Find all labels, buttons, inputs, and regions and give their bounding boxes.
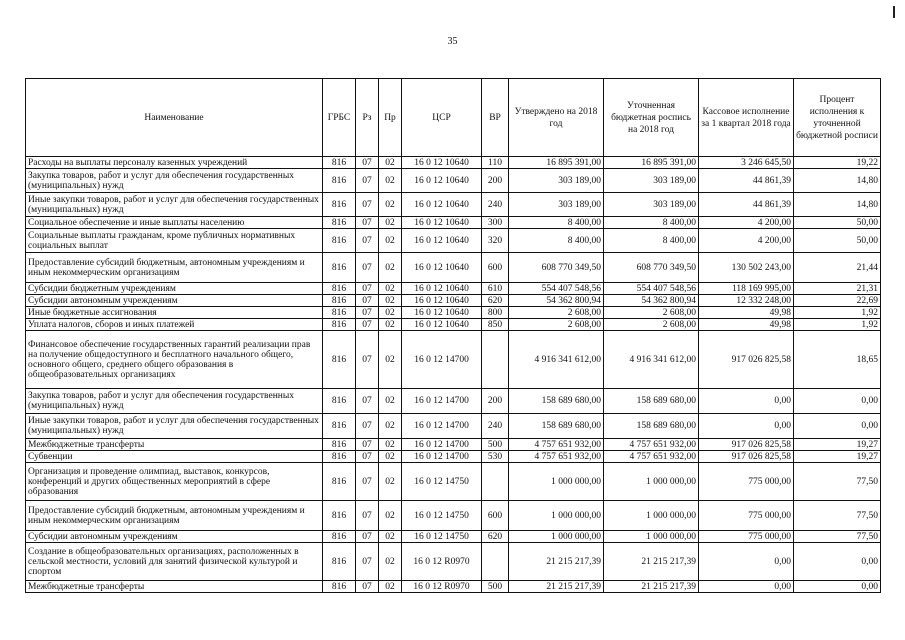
cell-refined: 8 400,00: [604, 217, 699, 229]
cell-grbs: 816: [323, 531, 356, 543]
cell-name: Социальные выплаты гражданам, кроме публичных нормативных социальных выплат: [26, 229, 323, 253]
cell-cash: 4 200,00: [699, 229, 794, 253]
cell-approved: 554 407 548,56: [509, 283, 604, 295]
cell-name: Уплата налогов, сборов и иных платежей: [26, 319, 323, 331]
cell-percent: 21,44: [794, 253, 881, 283]
cell-rz: 07: [356, 157, 379, 169]
cell-name: Финансовое обеспечение государственных гарантий реализации прав на получение общедоступного и бесплатного начального общего, основного общего, среднего общего образования в общеобразовательных организациях: [26, 331, 323, 389]
cell-rz: 07: [356, 217, 379, 229]
cell-name: Организация и проведение олимпиад, выставок, конкурсов, конференций и других общественных мероприятий в сфере образования: [26, 463, 323, 501]
cell-vr: 800: [482, 307, 509, 319]
cell-vr: 600: [482, 253, 509, 283]
cell-csr: 16 0 12 10640: [402, 307, 482, 319]
cell-name: Субвенции: [26, 451, 323, 463]
cell-cash: 3 246 645,50: [699, 157, 794, 169]
cell-name: Иные бюджетные ассигнования: [26, 307, 323, 319]
cell-grbs: 816: [323, 253, 356, 283]
cell-refined: 608 770 349,50: [604, 253, 699, 283]
cell-grbs: 816: [323, 451, 356, 463]
cell-pr: 02: [379, 283, 402, 295]
cell-approved: 8 400,00: [509, 229, 604, 253]
cell-name: Создание в общеобразовательных организациях, расположенных в сельской местности, условий для занятий физической культурой и спортом: [26, 543, 323, 581]
cell-refined: 554 407 548,56: [604, 283, 699, 295]
header-percent: Процент исполнения к уточненной бюджетной росписи: [794, 79, 881, 157]
cell-vr: 320: [482, 229, 509, 253]
cell-pr: 02: [379, 501, 402, 531]
cell-percent: 21,31: [794, 283, 881, 295]
cell-approved: 4 916 341 612,00: [509, 331, 604, 389]
cell-csr: 16 0 12 14700: [402, 331, 482, 389]
cell-cash: 775 000,00: [699, 501, 794, 531]
cell-percent: 14,80: [794, 169, 881, 193]
cell-percent: 1,92: [794, 307, 881, 319]
cell-pr: 02: [379, 319, 402, 331]
header-rz: Рз: [356, 79, 379, 157]
cell-pr: 02: [379, 543, 402, 581]
cell-vr: 500: [482, 581, 509, 593]
cell-grbs: 816: [323, 501, 356, 531]
cell-percent: 19,27: [794, 439, 881, 451]
cell-csr: 16 0 12 14750: [402, 501, 482, 531]
cell-percent: 1,92: [794, 319, 881, 331]
cell-grbs: 816: [323, 543, 356, 581]
header-pr: Пр: [379, 79, 402, 157]
cell-name: Субсидии бюджетным учреждениям: [26, 283, 323, 295]
cell-cash: 0,00: [699, 543, 794, 581]
cell-cash: 917 026 825,58: [699, 451, 794, 463]
cell-cash: 12 332 248,00: [699, 295, 794, 307]
table-row: [26, 295, 881, 307]
table-row: [26, 217, 881, 229]
cell-vr: 850: [482, 319, 509, 331]
cell-name: Иные закупки товаров, работ и услуг для обеспечения государственных (муниципальных) нужд: [26, 193, 323, 217]
header-cash: Кассовое исполнение за 1 квартал 2018 года: [699, 79, 794, 157]
cell-grbs: 816: [323, 283, 356, 295]
cell-grbs: 816: [323, 439, 356, 451]
cell-grbs: 816: [323, 319, 356, 331]
table-row: [26, 531, 881, 543]
cell-cash: 0,00: [699, 414, 794, 439]
table-row: [26, 157, 881, 169]
table-row: [26, 414, 881, 439]
cell-rz: 07: [356, 319, 379, 331]
cell-approved: 1 000 000,00: [509, 501, 604, 531]
cell-cash: 775 000,00: [699, 463, 794, 501]
cell-rz: 07: [356, 295, 379, 307]
cell-vr: 110: [482, 157, 509, 169]
table-row: [26, 319, 881, 331]
cell-vr: [482, 543, 509, 581]
cell-approved: 21 215 217,39: [509, 581, 604, 593]
cell-refined: 158 689 680,00: [604, 414, 699, 439]
cell-vr: [482, 463, 509, 501]
cell-refined: 2 608,00: [604, 319, 699, 331]
cell-pr: 02: [379, 389, 402, 414]
cell-vr: 610: [482, 283, 509, 295]
cell-csr: 16 0 12 14750: [402, 463, 482, 501]
cell-vr: 240: [482, 414, 509, 439]
cell-cash: 44 861,39: [699, 169, 794, 193]
cell-percent: 0,00: [794, 414, 881, 439]
cell-approved: 54 362 800,94: [509, 295, 604, 307]
header-refined: Уточненная бюджетная роспись на 2018 год: [604, 79, 699, 157]
cell-vr: [482, 331, 509, 389]
budget-execution-table: [25, 78, 881, 593]
cell-pr: 02: [379, 439, 402, 451]
cell-csr: 16 0 12 14700: [402, 439, 482, 451]
cell-pr: 02: [379, 217, 402, 229]
cell-vr: 620: [482, 295, 509, 307]
cell-grbs: 816: [323, 157, 356, 169]
cell-cash: 775 000,00: [699, 531, 794, 543]
table-row: [26, 307, 881, 319]
cell-name: Социальное обеспечение и иные выплаты населению: [26, 217, 323, 229]
table-row: [26, 389, 881, 414]
table-row: [26, 543, 881, 581]
cell-name: Субсидии автономным учреждениям: [26, 295, 323, 307]
cell-approved: 1 000 000,00: [509, 531, 604, 543]
cell-csr: 16 0 12 10640: [402, 193, 482, 217]
cell-approved: 1 000 000,00: [509, 463, 604, 501]
cell-rz: 07: [356, 283, 379, 295]
cell-rz: 07: [356, 543, 379, 581]
cell-rz: 07: [356, 169, 379, 193]
table-row: [26, 439, 881, 451]
table-body: [26, 157, 881, 593]
cell-vr: 300: [482, 217, 509, 229]
cell-approved: 608 770 349,50: [509, 253, 604, 283]
cell-vr: 620: [482, 531, 509, 543]
cell-rz: 07: [356, 389, 379, 414]
cell-name: Предоставление субсидий бюджетным, автономным учреждениям и иным некоммерческим организациям: [26, 501, 323, 531]
cell-pr: 02: [379, 531, 402, 543]
cell-grbs: 816: [323, 414, 356, 439]
header-vr: ВР: [482, 79, 509, 157]
table-row: [26, 331, 881, 389]
cell-pr: 02: [379, 307, 402, 319]
cell-approved: 158 689 680,00: [509, 389, 604, 414]
cell-grbs: 816: [323, 463, 356, 501]
cell-csr: 16 0 12 10640: [402, 157, 482, 169]
cell-percent: 77,50: [794, 531, 881, 543]
cell-percent: 77,50: [794, 463, 881, 501]
cell-percent: 19,22: [794, 157, 881, 169]
cell-csr: 16 0 12 10640: [402, 283, 482, 295]
cell-cash: 4 200,00: [699, 217, 794, 229]
cell-grbs: 816: [323, 307, 356, 319]
cell-name: Предоставление субсидий бюджетным, автономным учреждениям и иным некоммерческим организациям: [26, 253, 323, 283]
cell-rz: 07: [356, 229, 379, 253]
cell-refined: 16 895 391,00: [604, 157, 699, 169]
header-grbs: ГРБС: [323, 79, 356, 157]
cell-pr: 02: [379, 169, 402, 193]
cell-pr: 02: [379, 253, 402, 283]
cell-refined: 4 916 341 612,00: [604, 331, 699, 389]
cell-csr: 16 0 12 10640: [402, 319, 482, 331]
cell-csr: 16 0 12 14750: [402, 531, 482, 543]
cell-approved: 4 757 651 932,00: [509, 451, 604, 463]
cell-grbs: 816: [323, 581, 356, 593]
cell-approved: 158 689 680,00: [509, 414, 604, 439]
cell-grbs: 816: [323, 193, 356, 217]
cell-cash: 917 026 825,58: [699, 331, 794, 389]
cell-vr: 500: [482, 439, 509, 451]
header-name: Наименование: [26, 79, 323, 157]
cell-vr: 200: [482, 169, 509, 193]
cell-csr: 16 0 12 10640: [402, 169, 482, 193]
cell-pr: 02: [379, 157, 402, 169]
cell-vr: 240: [482, 193, 509, 217]
cell-grbs: 816: [323, 217, 356, 229]
cell-cash: 49,98: [699, 319, 794, 331]
cell-cash: 0,00: [699, 389, 794, 414]
cell-percent: 0,00: [794, 581, 881, 593]
cell-cash: 118 169 995,00: [699, 283, 794, 295]
cell-csr: 16 0 12 10640: [402, 253, 482, 283]
cell-cash: 0,00: [699, 581, 794, 593]
table-row: [26, 501, 881, 531]
header-approved: Утверждено на 2018 год: [509, 79, 604, 157]
cell-csr: 16 0 12 10640: [402, 295, 482, 307]
cell-refined: 303 189,00: [604, 193, 699, 217]
cell-vr: 200: [482, 389, 509, 414]
cell-csr: 16 0 12 R0970: [402, 543, 482, 581]
cell-rz: 07: [356, 331, 379, 389]
cell-refined: 4 757 651 932,00: [604, 439, 699, 451]
cell-percent: 18,65: [794, 331, 881, 389]
table-row: [26, 283, 881, 295]
cell-refined: 303 189,00: [604, 169, 699, 193]
cell-csr: 16 0 12 10640: [402, 229, 482, 253]
cell-approved: 303 189,00: [509, 193, 604, 217]
cell-csr: 16 0 12 14700: [402, 389, 482, 414]
table-row: [26, 451, 881, 463]
cell-approved: 303 189,00: [509, 169, 604, 193]
cell-refined: 1 000 000,00: [604, 531, 699, 543]
table-row: [26, 229, 881, 253]
cell-csr: 16 0 12 14700: [402, 414, 482, 439]
cell-cash: 49,98: [699, 307, 794, 319]
cell-cash: 44 861,39: [699, 193, 794, 217]
cell-rz: 07: [356, 414, 379, 439]
cell-pr: 02: [379, 295, 402, 307]
cell-pr: 02: [379, 331, 402, 389]
cell-percent: 0,00: [794, 389, 881, 414]
cell-rz: 07: [356, 253, 379, 283]
cell-name: Иные закупки товаров, работ и услуг для обеспечения государственных (муниципальных) нужд: [26, 414, 323, 439]
cell-percent: 50,00: [794, 229, 881, 253]
table-row: [26, 581, 881, 593]
cell-name: Субсидии автономным учреждениям: [26, 531, 323, 543]
cell-vr: 600: [482, 501, 509, 531]
cell-approved: 16 895 391,00: [509, 157, 604, 169]
cell-approved: 2 608,00: [509, 307, 604, 319]
cell-refined: 1 000 000,00: [604, 501, 699, 531]
cell-rz: 07: [356, 531, 379, 543]
cell-grbs: 816: [323, 229, 356, 253]
cell-percent: 0,00: [794, 543, 881, 581]
page-number: 35: [447, 36, 458, 47]
table-row: [26, 193, 881, 217]
cell-approved: 2 608,00: [509, 319, 604, 331]
cell-approved: 21 215 217,39: [509, 543, 604, 581]
cell-name: Закупка товаров, работ и услуг для обеспечения государственных (муниципальных) нужд: [26, 389, 323, 414]
table-header-row: [26, 79, 881, 157]
table-row: [26, 463, 881, 501]
cell-cash: 917 026 825,58: [699, 439, 794, 451]
cell-refined: 54 362 800,94: [604, 295, 699, 307]
cell-cash: 130 502 243,00: [699, 253, 794, 283]
scan-edge-mark: [893, 6, 895, 18]
cell-pr: 02: [379, 581, 402, 593]
cell-refined: 158 689 680,00: [604, 389, 699, 414]
cell-refined: 2 608,00: [604, 307, 699, 319]
table-row: [26, 169, 881, 193]
cell-grbs: 816: [323, 169, 356, 193]
cell-percent: 50,00: [794, 217, 881, 229]
cell-vr: 530: [482, 451, 509, 463]
cell-refined: 21 215 217,39: [604, 543, 699, 581]
cell-pr: 02: [379, 414, 402, 439]
cell-rz: 07: [356, 501, 379, 531]
cell-rz: 07: [356, 439, 379, 451]
cell-grbs: 816: [323, 331, 356, 389]
cell-refined: 8 400,00: [604, 229, 699, 253]
cell-name: Расходы на выплаты персоналу казенных учреждений: [26, 157, 323, 169]
cell-percent: 22,69: [794, 295, 881, 307]
header-csr: ЦСР: [402, 79, 482, 157]
cell-refined: 1 000 000,00: [604, 463, 699, 501]
cell-name: Межбюджетные трансферты: [26, 439, 323, 451]
cell-pr: 02: [379, 229, 402, 253]
cell-csr: 16 0 12 14700: [402, 451, 482, 463]
cell-rz: 07: [356, 307, 379, 319]
cell-refined: 21 215 217,39: [604, 581, 699, 593]
cell-percent: 14,80: [794, 193, 881, 217]
cell-percent: 77,50: [794, 501, 881, 531]
cell-grbs: 816: [323, 295, 356, 307]
cell-rz: 07: [356, 193, 379, 217]
cell-rz: 07: [356, 451, 379, 463]
cell-pr: 02: [379, 463, 402, 501]
cell-grbs: 816: [323, 389, 356, 414]
cell-percent: 19,27: [794, 451, 881, 463]
cell-approved: 4 757 651 932,00: [509, 439, 604, 451]
cell-csr: 16 0 12 R0970: [402, 581, 482, 593]
cell-pr: 02: [379, 193, 402, 217]
cell-name: Межбюджетные трансферты: [26, 581, 323, 593]
cell-name: Закупка товаров, работ и услуг для обеспечения государственных (муниципальных) нужд: [26, 169, 323, 193]
cell-csr: 16 0 12 10640: [402, 217, 482, 229]
cell-rz: 07: [356, 463, 379, 501]
cell-rz: 07: [356, 581, 379, 593]
cell-refined: 4 757 651 932,00: [604, 451, 699, 463]
cell-pr: 02: [379, 451, 402, 463]
cell-approved: 8 400,00: [509, 217, 604, 229]
table-row: [26, 253, 881, 283]
